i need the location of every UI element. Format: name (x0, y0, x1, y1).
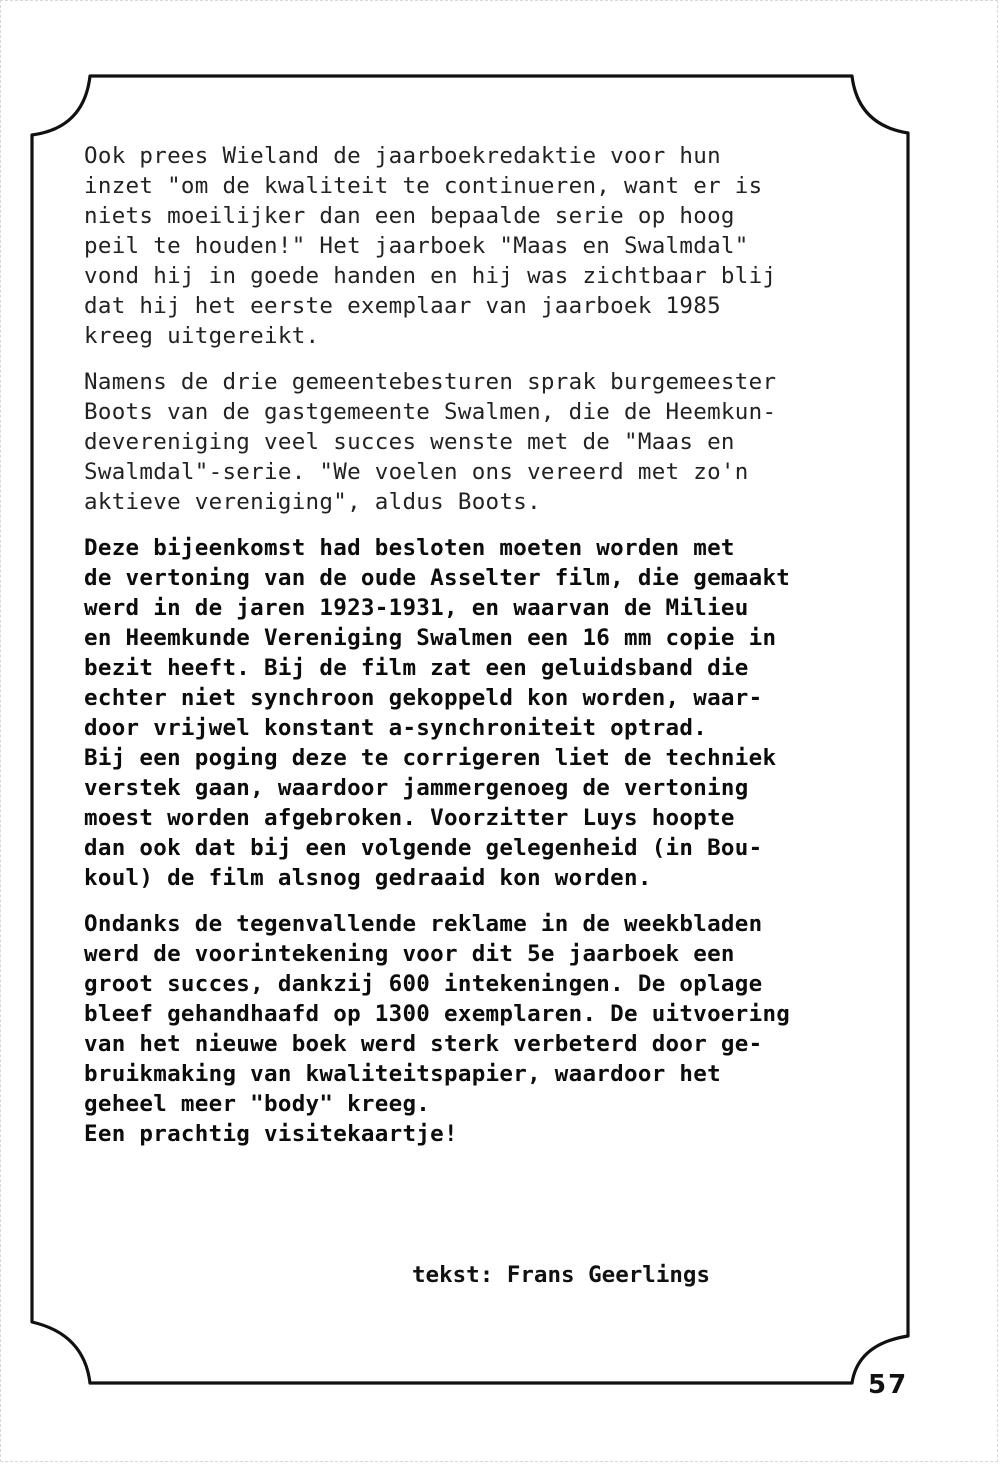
paragraph (84, 909, 904, 1149)
text-line: echter niet synchroon gekoppeld kon worden, waar- (84, 685, 763, 711)
paragraph (84, 141, 904, 351)
author-credit: tekst: Frans Geerlings (412, 1262, 711, 1288)
text-line: verstek gaan, waardoor jammergenoeg de vertoning (84, 775, 749, 801)
text-line: kreeg uitgereikt. (84, 323, 320, 349)
text-line: van het nieuwe boek werd sterk verbeterd door ge- (84, 1031, 763, 1057)
text-line: de vertoning van de oude Asselter film, die gemaakt (84, 565, 791, 591)
text-line: Ondanks de tegenvallende reklame in de weekbladen (84, 911, 763, 937)
text-line: devereniging veel succes wenste met de "Maas en (84, 429, 735, 455)
text-line: Ook prees Wieland de jaarboekredaktie voor hun (84, 143, 721, 169)
text-line: moest worden afgebroken. Voorzitter Luys hoopte (84, 805, 735, 831)
text-line: Swalmdal"-serie. "We voelen ons vereerd met zo'n (84, 459, 749, 485)
paragraph (84, 367, 904, 517)
text-line: koul) de film alsnog gedraaid kon worden. (84, 865, 652, 891)
text-line: en Heemkunde Vereniging Swalmen een 16 mm copie in (84, 625, 777, 651)
text-line: dat hij het eerste exemplaar van jaarboek 1985 (84, 293, 721, 319)
text-line: niets moeilijker dan een bepaalde serie op hoog (84, 203, 735, 229)
text-line: bleef gehandhaafd op 1300 exemplaren. De uitvoering (84, 1001, 791, 1027)
text-line: aktieve vereniging", aldus Boots. (84, 489, 541, 515)
article-body (84, 141, 904, 1165)
paragraph (84, 533, 904, 893)
text-line: Deze bijeenkomst had besloten moeten worden met (84, 535, 735, 561)
page-number: 57 (868, 1370, 909, 1400)
text-line: dan ook dat bij een volgende gelegenheid (in Bou- (84, 835, 763, 861)
text-line: Een prachtig visitekaartje! (84, 1121, 458, 1147)
text-line: vond hij in goede handen en hij was zichtbaar blij (84, 263, 777, 289)
text-line: Bij een poging deze te corrigeren liet de techniek (84, 745, 777, 771)
text-line: geheel meer "body" kreeg. (84, 1091, 431, 1117)
text-line: groot succes, dankzij 600 intekeningen. De oplage (84, 971, 763, 997)
text-line: werd de voorintekening voor dit 5e jaarboek een (84, 941, 735, 967)
text-line: door vrijwel konstant a-synchroniteit optrad. (84, 715, 708, 741)
text-line: bezit heeft. Bij de film zat een geluidsband die (84, 655, 749, 681)
text-line: werd in de jaren 1923-1931, en waarvan de Milieu (84, 595, 749, 621)
text-line: peil te houden!" Het jaarboek "Maas en Swalmdal" (84, 233, 749, 259)
text-line: Namens de drie gemeentebesturen sprak burgemeester (84, 369, 777, 395)
text-line: bruikmaking van kwaliteitspapier, waardoor het (84, 1061, 721, 1087)
text-line: Boots van de gastgemeente Swalmen, die de Heemkun- (84, 399, 777, 425)
text-line: inzet "om de kwaliteit te continueren, want er is (84, 173, 763, 199)
